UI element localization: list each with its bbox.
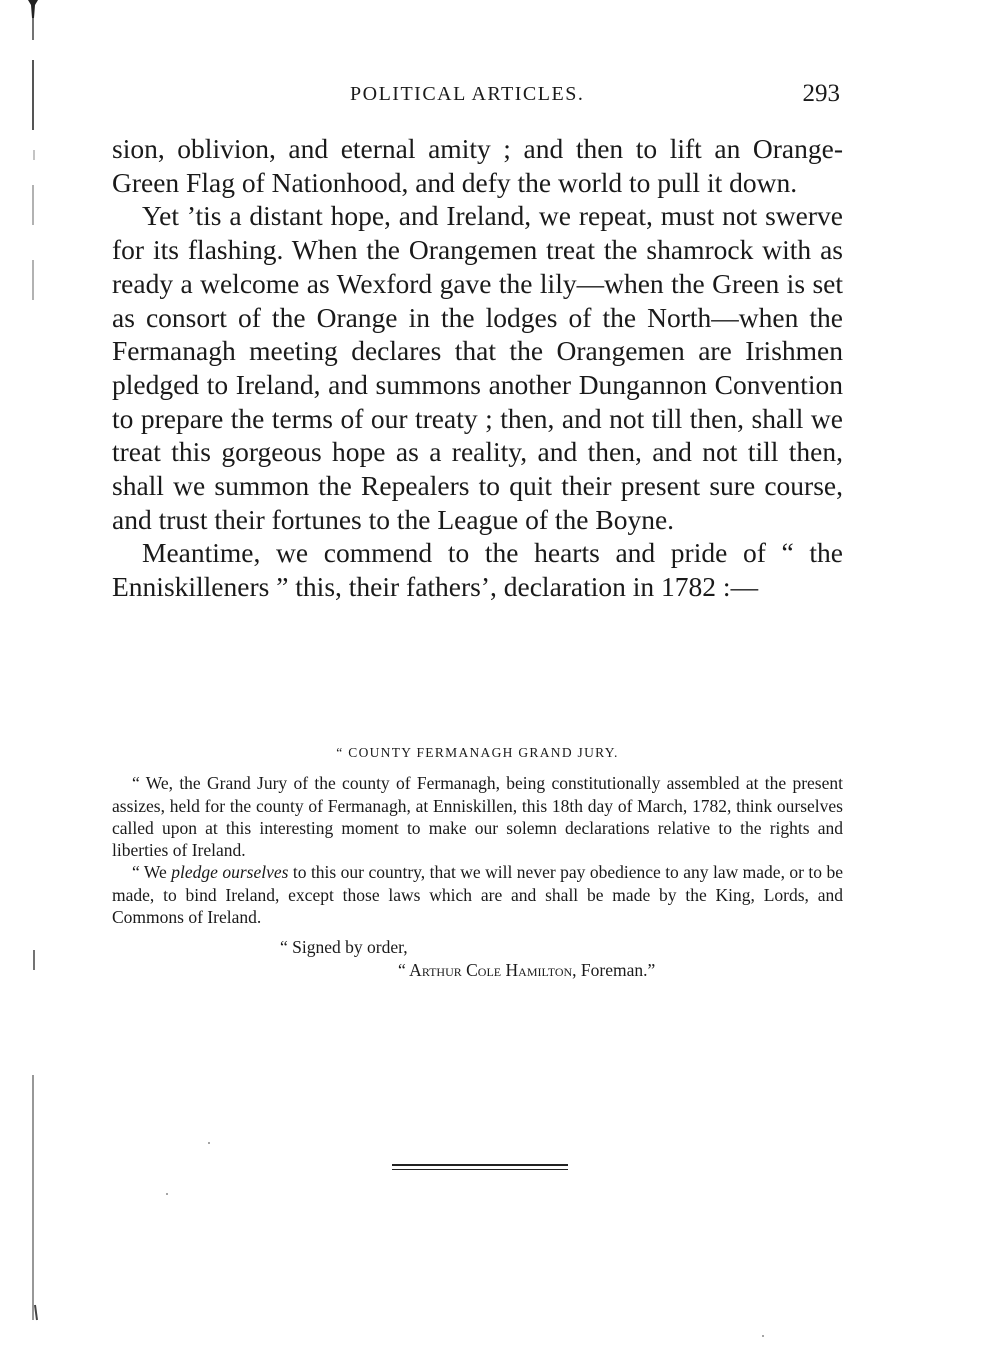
running-head [112,80,842,112]
paragraph-continuation: sion, oblivion, and eternal amity ; and then to lift an Orange-Green Flag of Nationhood, and defy the world to pull it down. [112,133,843,198]
paragraph-distant-hope: Yet ’tis a distant hope, and Ireland, we repeat, must not swerve for its flashing. When the Orangemen treat the shamrock with as ready a welcome as Wexford gave the lily—when the Green is set as consort of the Orange in the lodges of the North—when the Fermanagh meeting declares that the Orangemen are Irishmen pledged to Ireland, and summons another Dungannon Convention to prepare the terms of our treaty ; then, and not till then, shall we treat this gorgeous hope as a reality, and then, and not till then, shall we summon the Repealers to quit their present sure course, and trust their fortunes to the League of the Boyne. [112,200,843,535]
page-number: 293 [802,80,840,107]
signer-name: “ Arthur Cole Hamilton, [398,959,577,980]
end-rule-top [392,1164,568,1166]
paragraph-meantime: Meantime, we commend to the hearts and pride of “ the Enniskilleners ” this, their fathers’, declaration in 1782 :— [112,537,843,603]
binding-edge-marks [26,0,40,1360]
body-text [112,132,843,604]
declaration-paragraph-2-open: “ We [132,862,172,883]
grand-jury-declaration [112,742,843,981]
signed-by-order: “ Signed by order, [280,937,408,958]
declaration-paragraph-2 [112,861,843,928]
declaration-paragraph-2-rest: to this our country, that we will never pay obedience to any law made, or to be made, to bind Ireland, except those laws which are and shall be made by the King, Lords, and Commons of Ireland. [112,862,843,928]
pledge-ourselves-emphasis: pledge ourselves [171,862,289,883]
signer-title: Foreman.” [576,959,656,980]
speck [208,1142,210,1144]
end-rule-bottom [392,1169,568,1170]
signature-line [398,959,843,981]
running-title: POLITICAL ARTICLES. [350,83,585,105]
speck [166,1193,168,1195]
declaration-heading: “ COUNTY FERMANAGH GRAND JURY. [336,745,619,760]
declaration-paragraph-1: “ We, the Grand Jury of the county of Fermanagh, being constitutionally assembled at the present assizes, held for the county of Fermanagh, at Enniskillen, this 18th day of March, 1782, think ourselves called upon at this interesting moment to make our solemn declarations relative to the rights and liberties of Ireland. [112,773,843,861]
speck [762,1335,764,1337]
